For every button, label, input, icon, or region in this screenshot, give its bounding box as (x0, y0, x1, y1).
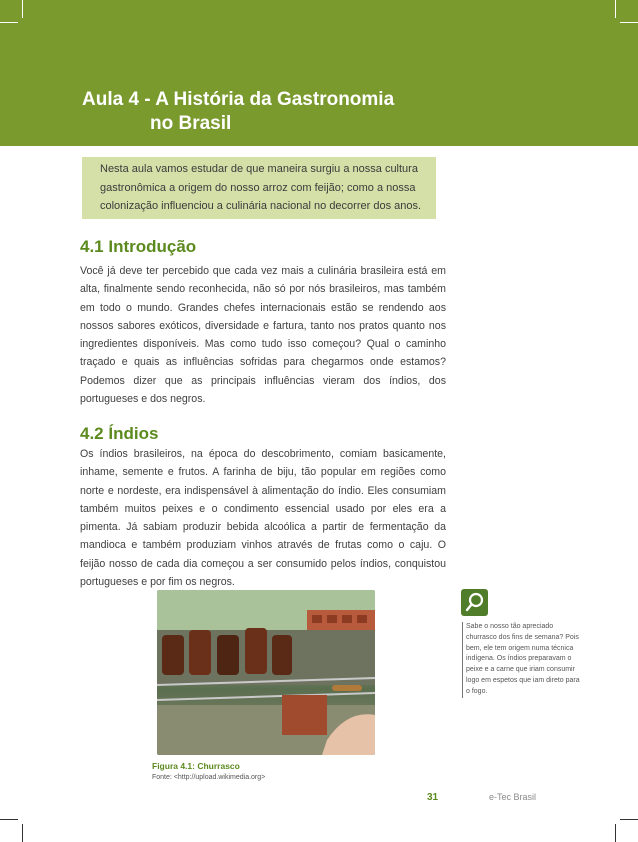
crop-mark (615, 824, 616, 842)
crop-mark (620, 22, 638, 23)
summary-line: colonização influenciou a culinária nacional no decorrer dos anos. (100, 200, 422, 212)
footer-brand: e-Tec Brasil (489, 792, 537, 802)
chapter-title-line1: Aula 4 - A História da Gastronomia (82, 89, 395, 110)
crop-mark (615, 0, 616, 18)
summary-line: gastronômica a origem do nosso arroz com feijão; como a nossa (100, 181, 416, 194)
crop-mark (22, 0, 23, 18)
section-paragraph-introducao: Você já deve ter percebido que cada vez mais a culinária brasileira está em alta, finalmente sendo reconhecida, não só por nós brasileiros, mas também em todo o mundo. Grandes chefes internacionais estão se rendendo aos nossos sabores exóticos, diversidade e fartura, tanto nos pratos quanto nos ingredientes disponíveis. Mas como tudo isso começou? Qual o caminho traçado e quais as influências sofridas para chegarmos onde estamos? Podemos dizer que as principais influências vieram dos índios, dos portugueses e dos negros. (80, 265, 446, 406)
page-number: 31 (427, 792, 439, 803)
section-heading-introducao: 4.1 Introdução (80, 237, 197, 256)
crop-mark (620, 819, 638, 820)
figure-source: Fonte: <http://upload.wikimedia.org> (152, 774, 266, 781)
summary-line: Nesta aula vamos estudar de que maneira surgiu a nossa cultura (100, 163, 418, 175)
churrasco-photo (157, 590, 375, 755)
section-heading-indios: 4.2 Índios (80, 424, 159, 443)
figure-caption: Figura 4.1: Churrasco (152, 761, 240, 771)
magnifier-icon (461, 589, 488, 616)
lesson-summary-box (82, 157, 436, 219)
chapter-title-line2: no Brasil (150, 113, 232, 134)
sidebar-note: Sabe o nosso tão apreciado churrasco dos fins de semana? Pois bem, ele tem origem numa técnica indígena. Os índios preparavam o peixe e a carne que iriam consumir logo em espetos que iam direto para o fogo. (462, 622, 582, 698)
chapter-title (82, 88, 502, 136)
crop-mark (22, 824, 23, 842)
crop-mark (0, 22, 18, 23)
section-paragraph-indios: Os índios brasileiros, na época do descobrimento, comiam basicamente, inhame, semente e frutos. A farinha de biju, tão popular em regiões como norte e nordeste, era indispensável à alimentação do índio. Eles consumiam também muitos peixes e o condimento essencial usado por eles era a pimenta. Já sabiam produzir bebida alcoólica a partir de fermentação da mandioca e também produziam vinhos através de frutas como o caju. O feijão nosso de cada dia começou a ser consumido pelos índios, conquistou portugueses e por fim os negros. (80, 448, 446, 589)
crop-mark (0, 819, 18, 820)
churrasco-illustration (157, 590, 375, 755)
